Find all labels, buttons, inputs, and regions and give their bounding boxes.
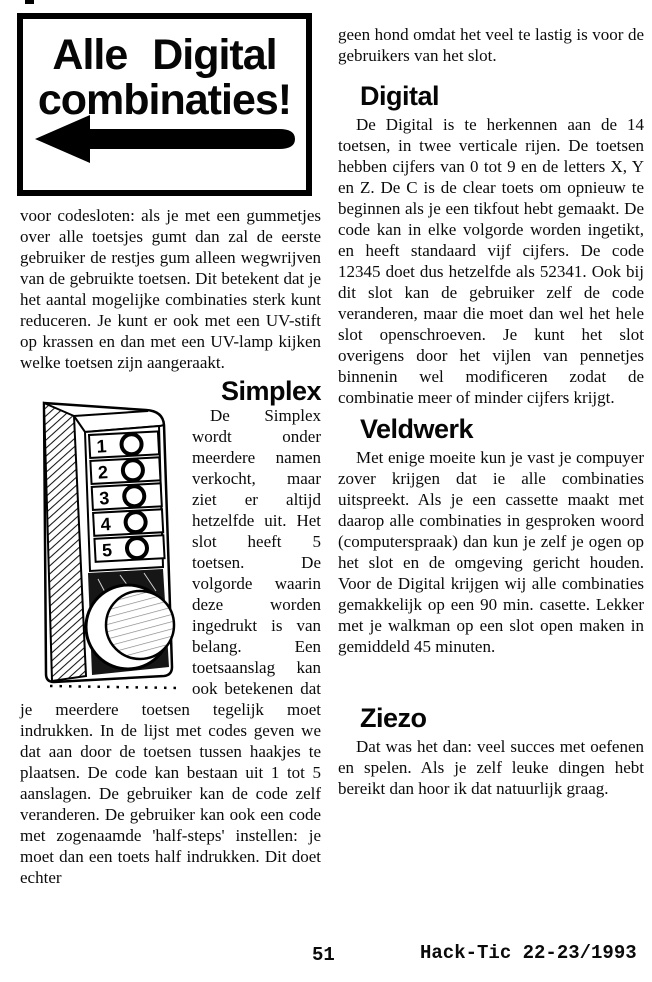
lock-button-2: 2 (97, 462, 109, 483)
issue-label: Hack-Tic 22-23/1993 (420, 942, 637, 964)
simplex-section (20, 377, 321, 888)
lock-row-3 (92, 483, 162, 510)
ziezo-paragraph: Dat was het dan: veel succes met oefenen en spelen. Als je zelf leuke dingen hebt bereikt dan hoor ik dat natuurlijk graag. (338, 737, 644, 798)
simplex-lock-illustration (28, 399, 184, 691)
lock-row-1 (89, 431, 159, 458)
page-number: 51 (312, 944, 335, 966)
lock-button-4: 4 (100, 513, 112, 535)
section-ziezo (338, 704, 644, 799)
right-column (338, 24, 644, 799)
scan-artifact (25, 0, 34, 4)
intro-paragraph: voor codesloten: als je met een gummetjes over alle toetsjes gumt dan zal de eerste gebruiker de restjes gum alleen wegwrijven van de gebruikte toetsen. Dit betekent dat je het aantal mogelijke combinaties sterk kunt reduceren. Je kunt er ook met een UV-stift op krassen en dan met een UV-lamp kijken welke toetsen zijn aangeraakt. (20, 206, 321, 372)
section-veldwerk (338, 415, 644, 657)
headline-line-2: combinaties! (37, 76, 292, 124)
lock-row-5 (94, 535, 164, 562)
continuation-paragraph: geen hond omdat het veel te lastig is voor de gebruikers van het slot. (338, 25, 644, 65)
lock-button-3: 3 (98, 488, 110, 509)
simplex-paragraph: De Simplex wordt onder meerdere namen verkocht, maar ziet er altijd hetzelfde uit. Het slot heeft 5 toetsen. De volgorde waarin deze worden ingedrukt is van belang. Een toetsaanslag kan ook betekenen dat je meerdere toetsen tegelijk moet indrukken. In de lijst met codes geven we dat aan door de toetsen tussen haakjes te plaatsen. De code kan bestaan uit 1 tot 5 aanslagen. De gebruiker kan de code zelf veranderen. De gebruiker kan ook een code met zogenaamde 'half-steps' instellen: je moet dan een toets half indrukken. Dit doet echter (20, 406, 321, 887)
left-arrow-icon (33, 113, 297, 165)
section-heading-digital: Digital (360, 81, 440, 111)
left-column (20, 205, 321, 888)
section-digital (338, 82, 644, 408)
section-heading-ziezo: Ziezo (360, 703, 427, 733)
lock-row-4 (93, 509, 163, 536)
headline-box (17, 13, 312, 196)
headline-title (23, 33, 306, 123)
section-heading-veldwerk: Veldwerk (360, 414, 474, 444)
veldwerk-paragraph: Met enige moeite kun je vast je compuyer zover krijgen dat ie alle combinaties uitspreekt. Als je een cassette maakt met daarop alle combinaties in gesproken woord (computerspraak) dan kun je zelf je ogen op het slot en de omgeving gericht houden. Voor de Digital krijgen wij alle combinaties gemakkelijk op een 90 min. casette. Lekker met je walkman op een slot open maken in gemiddeld 45 minuten. (338, 448, 644, 656)
section-heading-simplex: Simplex (220, 376, 321, 406)
lock-row-2 (90, 457, 160, 484)
headline-line-1: Alle Digital (52, 31, 277, 79)
digital-paragraph: De Digital is te herkennen aan de 14 toetsen, in twee verticale rijen. De toetsen hebben cijfers van 0 tot 9 en de letters X, Y en Z. De C is de clear toets om opnieuw te beginnen als je een tikfout hebt gemaakt. De code kan in elke volgorde worden ingetikt, en heeft standaard vijf cijfers. De code 12345 doet dus hetzelfde als 52341. Ook bij dit slot kan de gebruiker zelf de code veranderen, maar die moet dan wel het hele slot openschroeven. Je kunt het slot overigens door het vijlen van pennetjes binnenin wel modificeren zodat de combinatie meer of minder cijfers krijgt. (338, 115, 644, 407)
lock-button-5: 5 (101, 539, 113, 561)
lock-button-1: 1 (96, 436, 108, 457)
